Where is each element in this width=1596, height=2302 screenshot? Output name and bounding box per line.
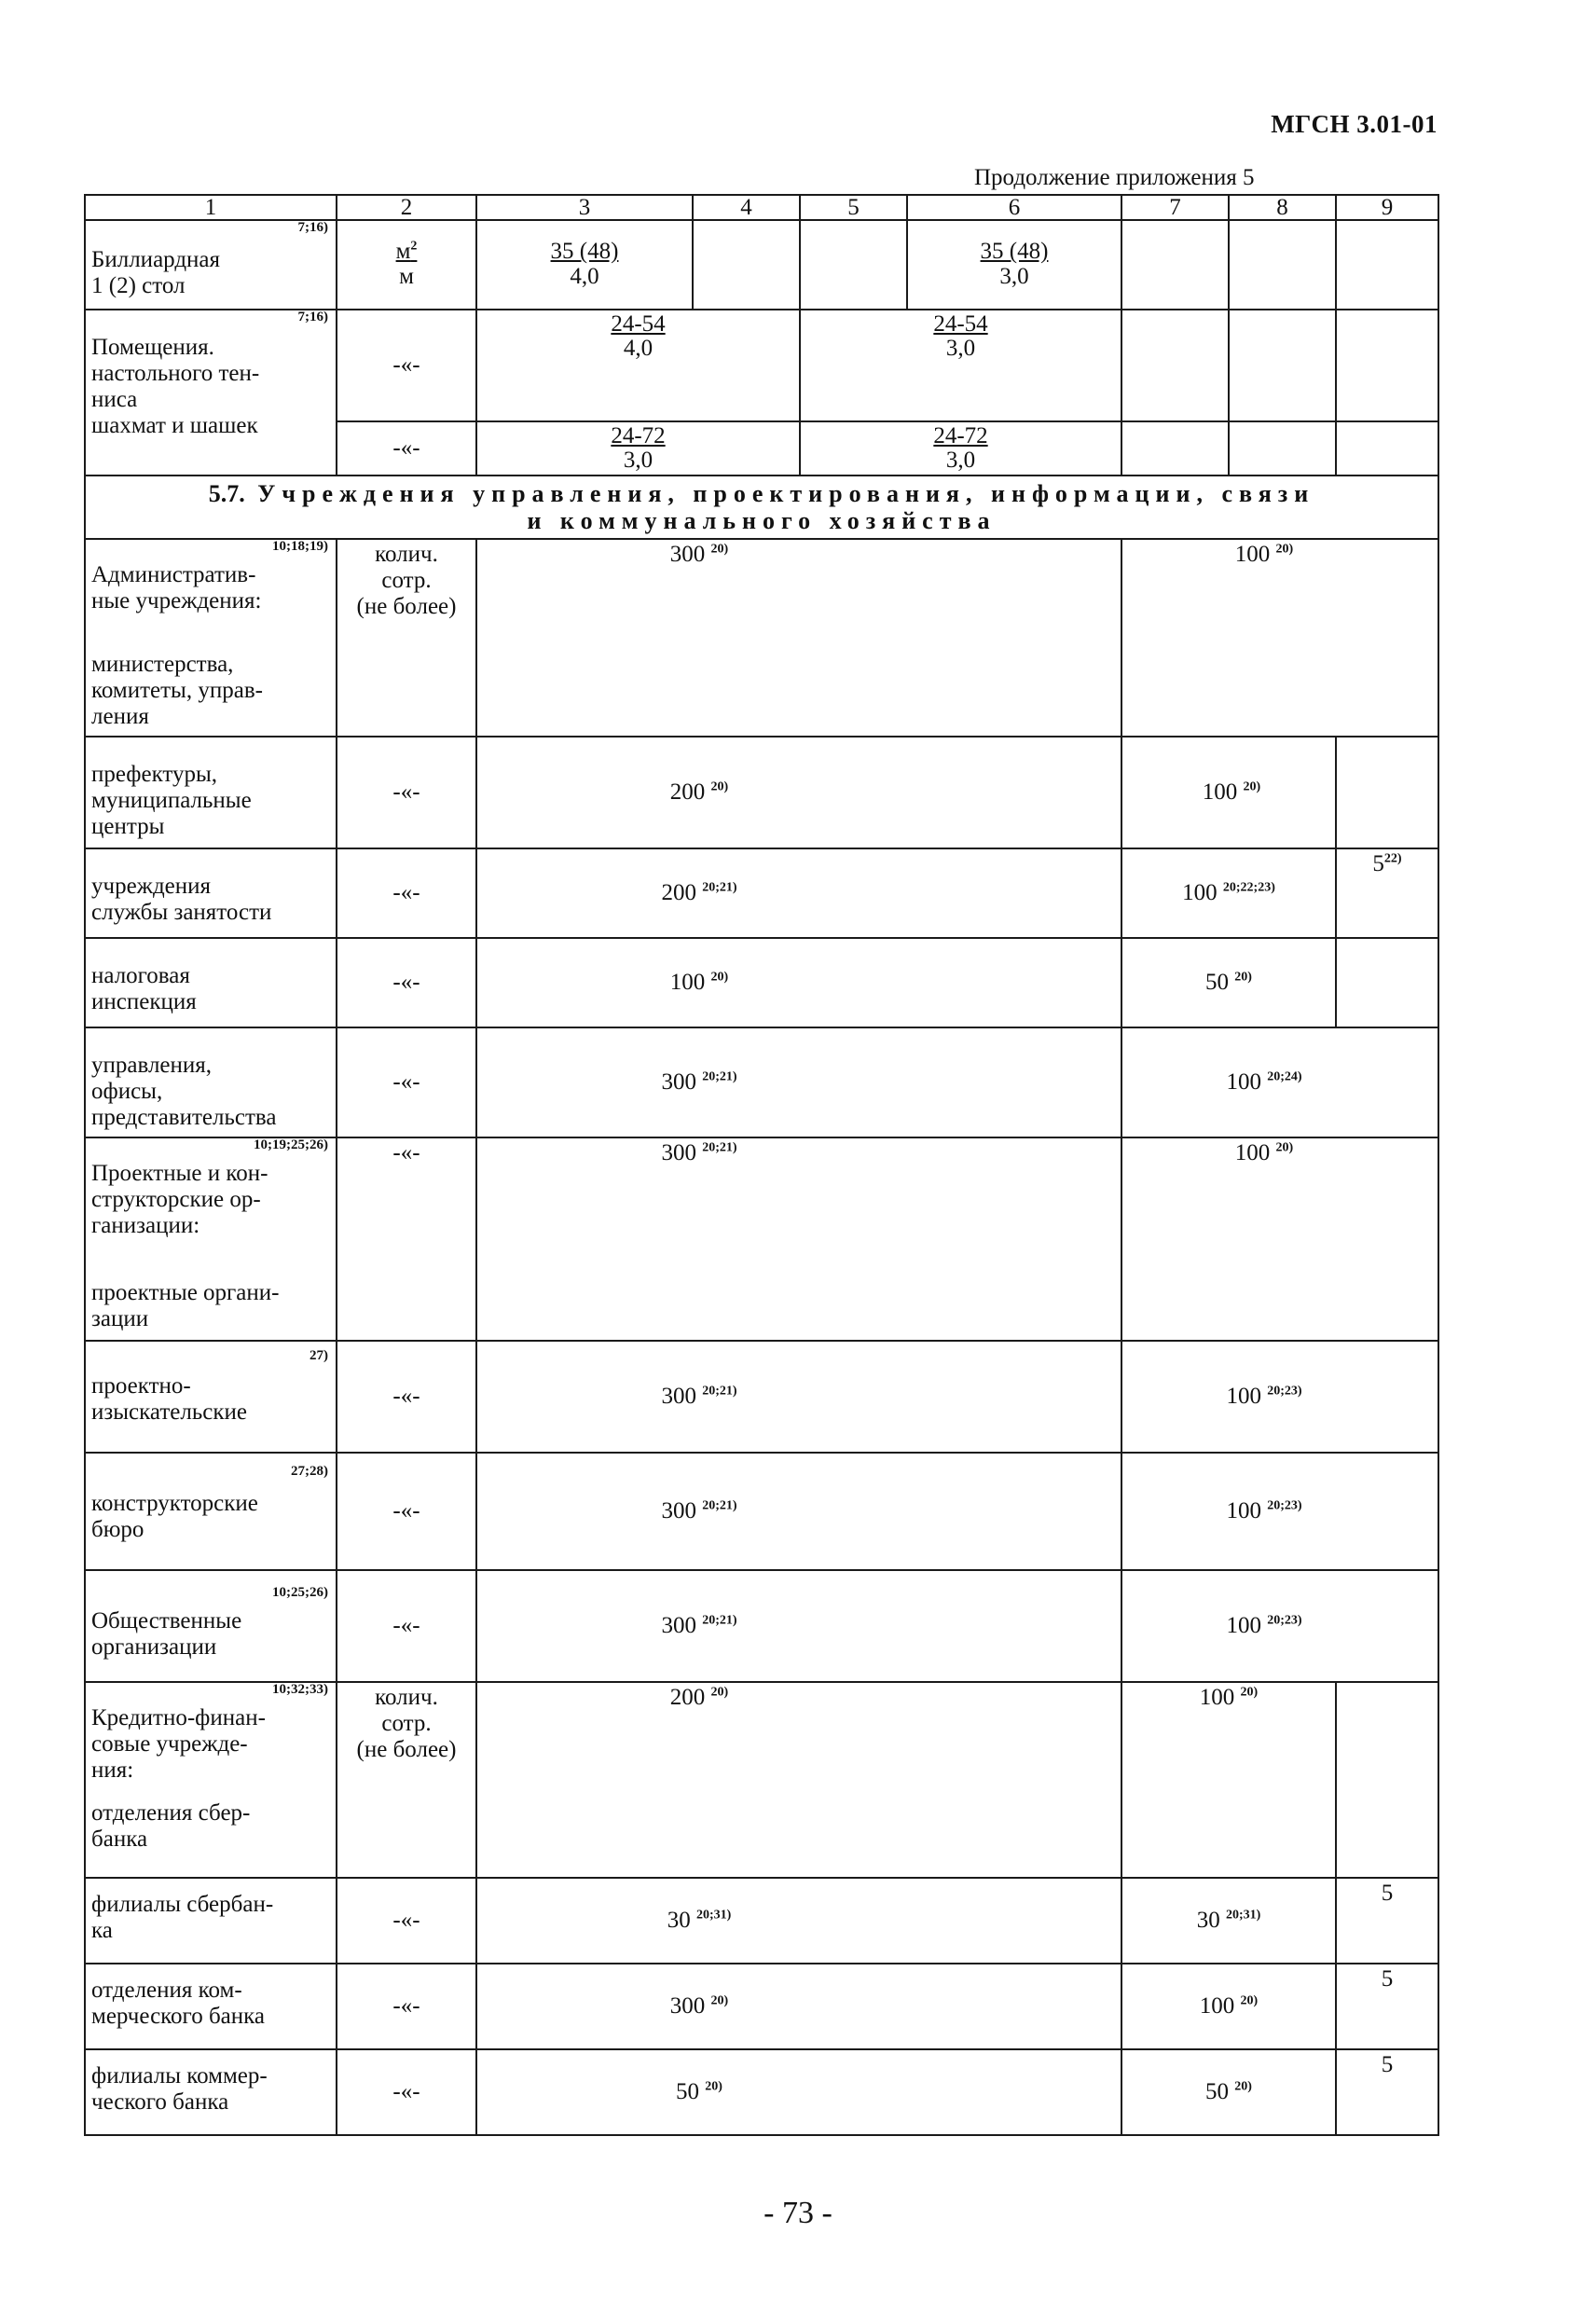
row-label: отделения сбер- банка — [91, 1800, 251, 1853]
row-name — [85, 1453, 337, 1570]
row-label: отделения ком- мерческого банка — [91, 1978, 265, 2030]
row-name — [85, 310, 337, 476]
value-col9: 5$^{22)}$ — [1336, 848, 1438, 938]
table-row-sberbank-branches — [85, 1878, 1438, 1964]
table-row-survey-orgs — [85, 1341, 1438, 1453]
value-col3: 200 $^{20)}$ — [476, 1682, 1121, 1878]
value-col3: 300 $^{20;21)}$ — [476, 1137, 1121, 1341]
column-header-2: 2 — [337, 195, 476, 220]
value-col6: $\frac{24-72}{3,0}$ — [800, 421, 1121, 476]
row-label: учреждения службы занятости — [91, 874, 272, 926]
row-name — [85, 539, 337, 737]
value-col3: 30 $^{20;31)}$ — [476, 1878, 1121, 1964]
unit-cell: -«- — [337, 1570, 476, 1682]
table-row-offices — [85, 1027, 1438, 1137]
value-col9: 5 — [1336, 2049, 1438, 2135]
value-col3: 300 $^{20;21)}$ — [476, 1027, 1121, 1137]
value-col6: 100 $^{20;24)}$ — [1121, 1027, 1438, 1137]
table-row-commercial-bank-departments — [85, 1964, 1438, 2049]
value-col9: 5 — [1336, 1878, 1438, 1964]
row-name — [85, 1137, 337, 1341]
row-name — [85, 2049, 337, 2135]
unit-cell — [337, 220, 476, 310]
value-col3: 200 $^{20)}$ — [476, 737, 1121, 848]
unit-cell: -«- — [337, 1964, 476, 2049]
unit-cell: -«- — [337, 1453, 476, 1570]
value-col6: 100 $^{20)}$ — [1121, 1137, 1438, 1341]
value-col6: 100 $^{20)}$ — [1121, 737, 1336, 848]
footnote-ref: 10;19;25;26) — [254, 1137, 328, 1153]
row-label: префектуры, муниципальные центры — [91, 762, 252, 840]
column-header-1: 1 — [85, 195, 337, 220]
document-code: МГСН 3.01-01 — [1271, 110, 1438, 138]
row-label-chess: шахмат и шашек — [91, 413, 258, 438]
footnote-ref: 7;16) — [297, 220, 328, 235]
table-row-billiard — [85, 220, 1438, 310]
row-name — [85, 1570, 337, 1682]
footnote-ref: 27) — [310, 1348, 328, 1364]
group-heading: Кредитно-финан- совые учрежде- ния: — [91, 1705, 266, 1784]
section-header-row — [85, 476, 1438, 539]
column-header-row — [85, 195, 1438, 220]
value-col3: 300 $^{20)}$ — [476, 1964, 1121, 2049]
section-title: 5.7. Учреждения управления, проектирования, информации, связи и коммунального хозяйства — [85, 476, 1438, 539]
unit-cell: -«- — [337, 1341, 476, 1453]
value-col6: 100 $^{20;22;23)}$ — [1121, 848, 1336, 938]
value-col6: 30 $^{20;31)}$ — [1121, 1878, 1336, 1964]
value-col6: $\frac{35 (48)}{3,0}$ — [907, 220, 1121, 310]
value-col9: 5 — [1336, 1964, 1438, 2049]
table-row-prefectures — [85, 737, 1438, 848]
value-col6: 50 $^{20)}$ — [1121, 938, 1336, 1027]
table-row-table-tennis — [85, 310, 1438, 421]
value-col3: 300 $^{20;21)}$ — [476, 1341, 1121, 1453]
row-name — [85, 737, 337, 848]
table-row-design-bureau — [85, 1453, 1438, 1570]
value-col3: 300 $^{20;21)}$ — [476, 1570, 1121, 1682]
row-label: Биллиардная 1 (2) стол — [91, 247, 221, 298]
footnote-ref: 27;28) — [291, 1464, 328, 1480]
unit-cell: -«- — [337, 2049, 476, 2135]
unit-cell: -«- — [337, 310, 476, 421]
value-col6: 100 $^{20)}$ — [1121, 1964, 1336, 2049]
value-col6: 100 $^{20)}$ — [1121, 1682, 1336, 1878]
footnote-ref: 7;16) — [297, 310, 328, 324]
column-header-4: 4 — [693, 195, 800, 220]
value-col6: 50 $^{20)}$ — [1121, 2049, 1336, 2135]
value-col3: 300 $^{20)}$ — [476, 539, 1121, 737]
row-label: филиалы сбербан- ка — [91, 1892, 274, 1944]
column-header-6: 6 — [907, 195, 1121, 220]
value-col6: 100 $^{20;23)}$ — [1121, 1453, 1438, 1570]
column-header-3: 3 — [476, 195, 693, 220]
row-label: Общественные организации — [91, 1608, 242, 1661]
row-name — [85, 1964, 337, 2049]
continuation-label: Продолжение приложения 5 — [974, 165, 1255, 190]
table-row-tax — [85, 938, 1438, 1027]
value-col3: 100 $^{20)}$ — [476, 938, 1121, 1027]
row-label: проектные органи- зации — [91, 1280, 280, 1332]
norms-table — [84, 194, 1439, 2136]
footnote-ref: 10;32;33) — [272, 1682, 328, 1698]
row-label: Помещения. настольного тен- ниса — [91, 335, 260, 412]
table-row-employment — [85, 848, 1438, 938]
value-col3: 300 $^{20;21)}$ — [476, 1453, 1121, 1570]
row-name — [85, 1878, 337, 1964]
unit-cell: колич. сотр. (не более) — [337, 1682, 476, 1878]
unit-cell: -«- — [337, 848, 476, 938]
row-name — [85, 1341, 337, 1453]
column-header-7: 7 — [1121, 195, 1229, 220]
table-row-commercial-bank-branches — [85, 2049, 1438, 2135]
row-label: филиалы коммер- ческого банка — [91, 2063, 268, 2116]
value-col6: 100 $^{20;23)}$ — [1121, 1341, 1438, 1453]
row-label: министерства, комитеты, управ- ления — [91, 652, 263, 730]
group-heading: Административ- ные учреждения: — [91, 562, 262, 614]
unit-top: $м^2$ — [395, 239, 418, 265]
value-col3: 50 $^{20)}$ — [476, 2049, 1121, 2135]
row-name — [85, 848, 337, 938]
column-header-5: 5 — [800, 195, 907, 220]
value-col3: 200 $^{20;21)}$ — [476, 848, 1121, 938]
table-row-sberbank-departments — [85, 1682, 1438, 1878]
footnote-ref: 10;25;26) — [272, 1585, 328, 1601]
row-name — [85, 220, 337, 310]
table-row-ministries — [85, 539, 1438, 737]
unit-cell: -«- — [337, 421, 476, 476]
unit-cell: -«- — [337, 737, 476, 848]
column-header-8: 8 — [1229, 195, 1336, 220]
row-name — [85, 1682, 337, 1878]
footnote-ref: 10;18;19) — [272, 539, 328, 555]
value-col3: $\frac{24-54}{4,0}$ — [476, 310, 800, 421]
unit-cell: -«- — [337, 1027, 476, 1137]
value-col6: 100 $^{20;23)}$ — [1121, 1570, 1438, 1682]
row-label: налоговая инспекция — [91, 963, 197, 1015]
row-label: проектно- изыскательские — [91, 1373, 247, 1426]
value-col3: $\frac{35 (48)}{4,0}$ — [476, 220, 693, 310]
group-heading: Проектные и кон- структорские ор- ганизации: — [91, 1161, 268, 1239]
row-label: управления, офисы, представительства — [91, 1053, 277, 1131]
unit-cell: -«- — [337, 1137, 476, 1341]
table-row-public-orgs — [85, 1570, 1438, 1682]
table-row-project-orgs — [85, 1137, 1438, 1341]
unit-cell: -«- — [337, 938, 476, 1027]
unit-cell: -«- — [337, 1878, 476, 1964]
unit-bottom: м — [399, 263, 414, 289]
column-header-9: 9 — [1336, 195, 1438, 220]
row-name — [85, 1027, 337, 1137]
value-col6: $\frac{24-54}{3,0}$ — [800, 310, 1121, 421]
row-label: конструкторские бюро — [91, 1491, 258, 1543]
page-number: - 73 - — [764, 2196, 832, 2230]
value-col6: 100 $^{20)}$ — [1121, 539, 1438, 737]
unit-cell: колич. сотр. (не более) — [337, 539, 476, 737]
value-col3: $\frac{24-72}{3,0}$ — [476, 421, 800, 476]
row-name — [85, 938, 337, 1027]
